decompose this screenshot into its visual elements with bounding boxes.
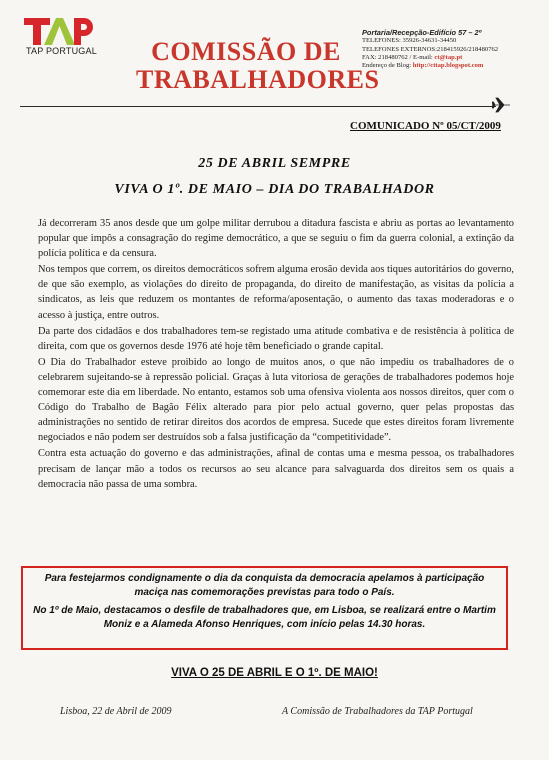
contact-block [362,29,538,70]
blog-link[interactable]: http://cttap.blogspot.com [412,62,484,70]
contact-address: Portaria/Recepção-Edifício 57 – 2º [362,28,482,37]
comunicado-number: COMUNICADO Nº 05/CT/2009 [350,120,501,132]
contact-blog-label: Endereço de Blog: [362,62,413,70]
header-divider [20,106,496,107]
callout-parade: No 1º de Maio, destacamos o desfile de trabalhadores que, em Lisboa, se realizará entre o Martim Moniz e a Alameda Afonso Henriques, com início pelas 14.30 horas. [33,604,496,631]
title-line-2: TRABALHADORES [136,65,380,94]
contact-phones: TELEFONES: 35926-34631-34450 [362,37,457,45]
callout-appeal: Para festejarmos condignamente o dia da conquista da democracia apelamos à participação maciça nas comemorações previstas para todo o País. [44,573,485,599]
place-date: Lisboa, 22 de Abril de 2009 [60,706,172,717]
body-text [38,216,514,493]
paragraph: Já decorreram 35 anos desde que um golpe militar derrubou a ditadura fascista e abriu as portas ao levantamento popular que impôs a consagração do regime democrático, a que se seguiu o fim da guerra colonial, a extinção da polícia política e da censura. [38,218,514,260]
heading-maio: VIVA O 1º. DE MAIO – DIA DO TRABALHADOR [114,182,435,197]
paragraph: O Dia do Trabalhador esteve proibido ao longo de muitos anos, o que não impediu os trabalhadores de o celebrarem sujeitando-se à repressão policial. Graças à luta vitoriosa de gerações de trabalhadores podemos hoje comemorar este dia em liberdade. No entanto, estamos sob uma ofensiva violenta aos nossos direitos, quer com o Código do Trabalho de Bagão Félix alterado para pior pelo actual governo, quer pelas propostas das administrações no sentido de retirar direitos dos acordos de empresa. Sucede que estes direitos foram livremente negociados e não podem ser destruídos sob a falsa justificação da “competitividade”. [38,356,514,444]
page-title [136,37,380,94]
email-link[interactable]: ct@tap.pt [434,53,463,61]
callout-box [21,566,508,650]
contact-fax: FAX: 218480762 / E-mail: [362,53,435,61]
paragraph: Contra esta actuação do governo e das administrações, afinal de contas uma e mesma pessoa, os trabalhadores precisam de lançar mão a todos os recursos ao seu alcance para salvaguarda dos direitos sem os quais a democracia não passa de uma sombra. [38,448,514,490]
contact-fax-email [362,54,538,62]
title-line-1: COMISSÃO DE [151,37,341,66]
heading-abril: 25 DE ABRIL SEMPRE [198,156,351,171]
signature: A Comissão de Trabalhadores da TAP Portugal [282,706,473,717]
paragraph: Nos tempos que correm, os direitos democráticos sofrem alguma erosão devida aos tiques autoritários do governo, de que são exemplo, as violações do direito de propaganda, do direito de manifestação, as visitas da polícia a sindicatos, as leis que reduzem os montantes de reforma/aposentação, o aumento das taxas moderadoras e o acesso à justiça, entre outros. [38,264,514,321]
contact-blog [362,62,538,70]
closing-slogan: VIVA O 25 DE ABRIL E O 1º. DE MAIO! [171,667,378,679]
airplane-icon [492,97,510,113]
logo-text: TAP PORTUGAL [26,46,97,56]
paragraph: Da parte dos cidadãos e dos trabalhadores tem-se registado uma atitude combativa e de resistência à política de direita, com que os governos desde 1976 até hoje têm beneficiado o grande capital. [38,325,514,352]
contact-external-phones: TELEFONES EXTERNOS:218415926/218480762 [362,45,499,53]
